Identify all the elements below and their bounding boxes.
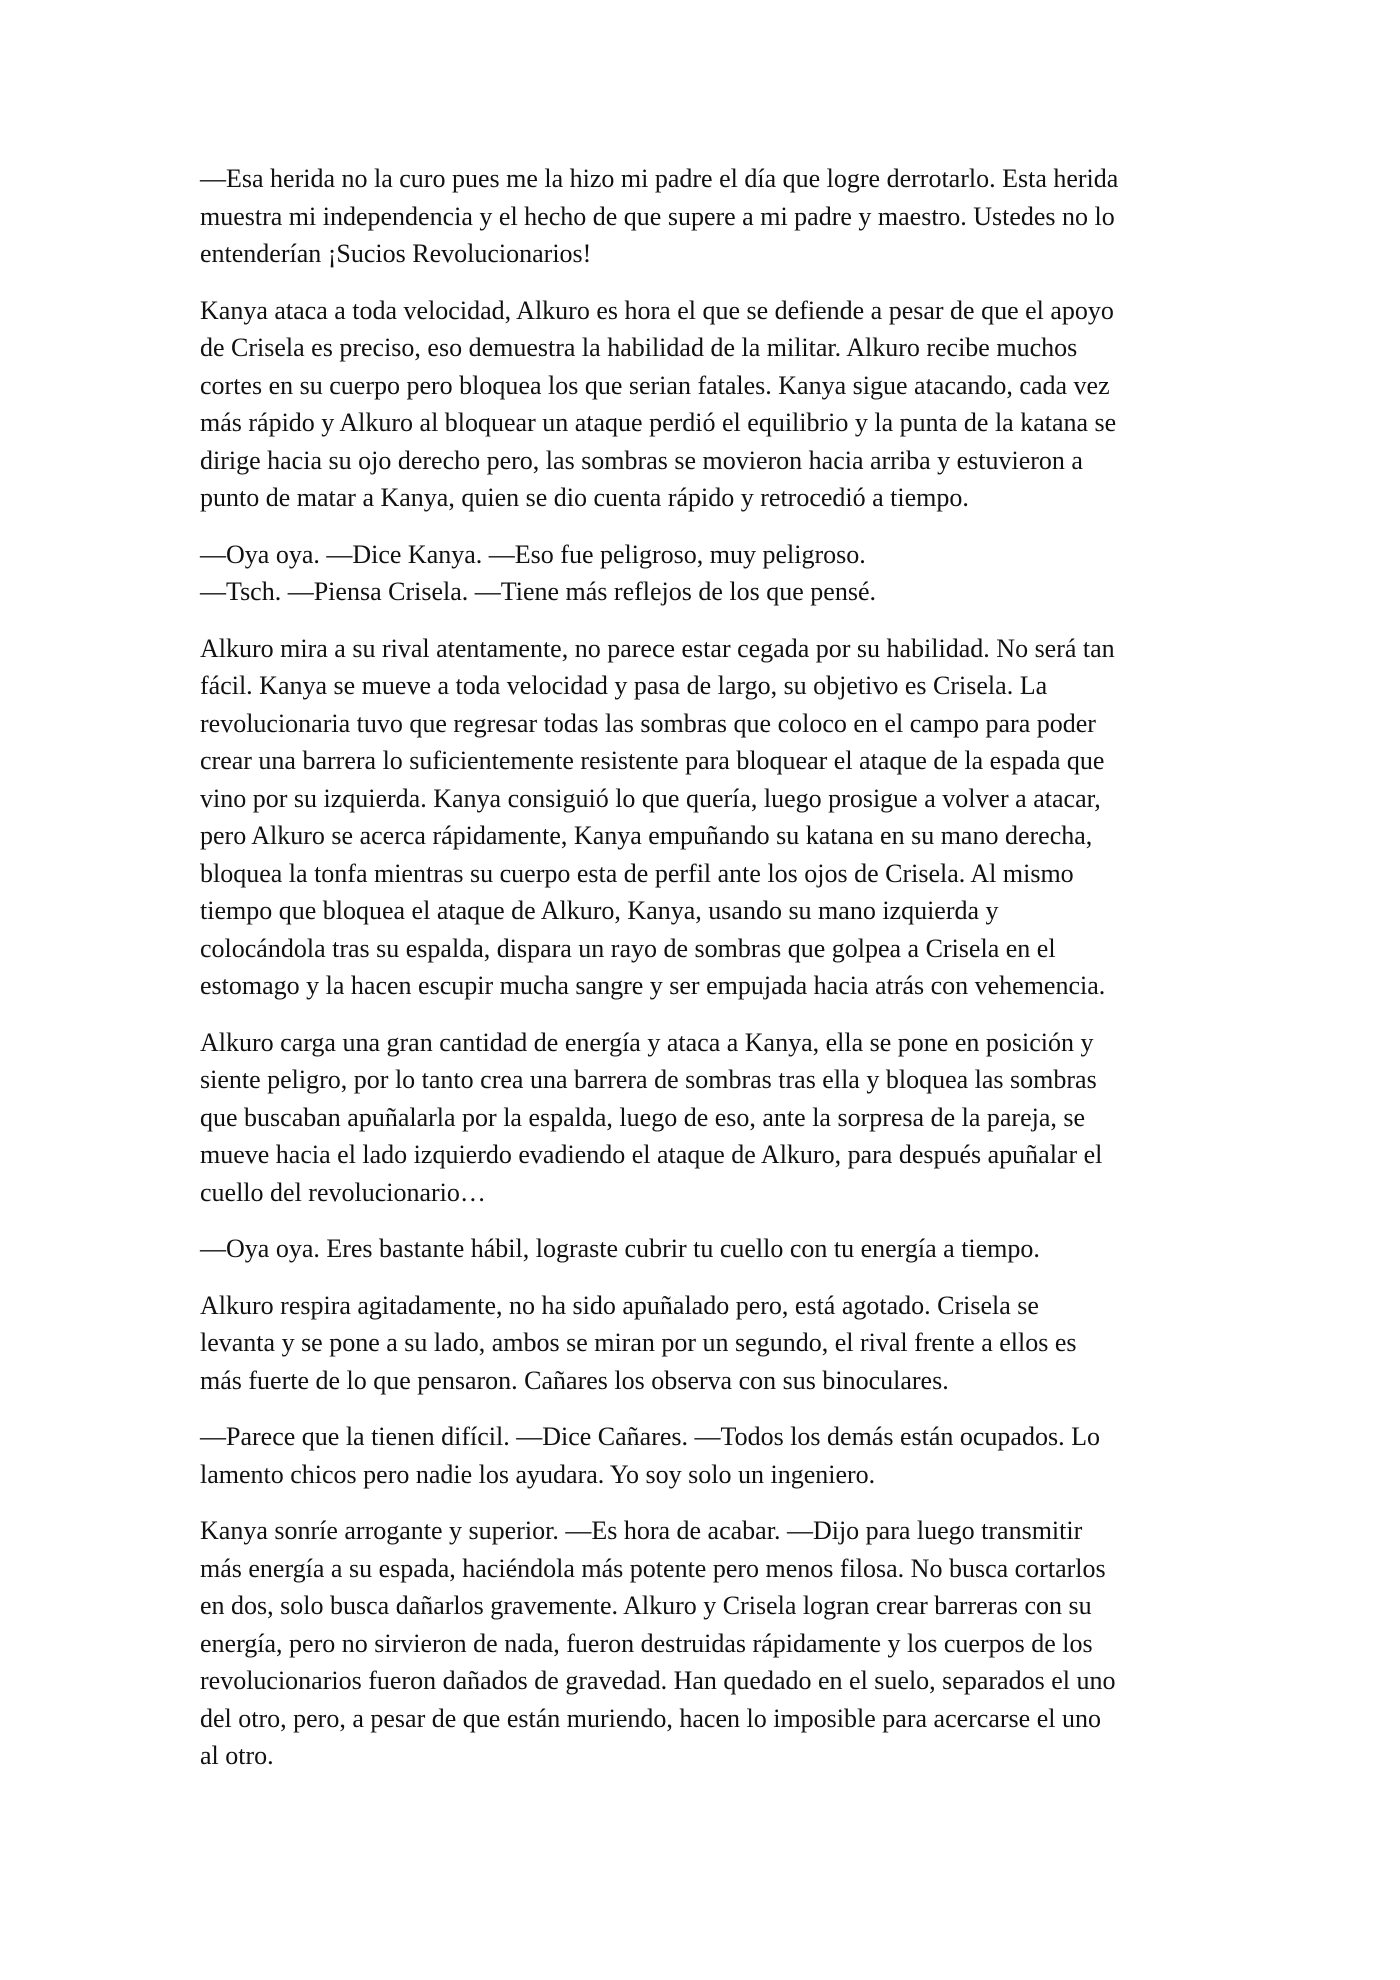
paragraph bbox=[200, 1024, 1210, 1212]
text-line: cortes en su cuerpo pero bloquea los que serian fatales. Kanya sigue atacando, cada vez bbox=[200, 370, 1110, 400]
text-line: vino por su izquierda. Kanya consiguió lo que quería, luego prosigue a volver a atacar, bbox=[200, 783, 1101, 813]
text-line: bloquea la tonfa mientras su cuerpo esta de perfil ante los ojos de Crisela. Al mismo bbox=[200, 858, 1074, 888]
text-line: —Tsch. —Piensa Crisela. —Tiene más reflejos de los que pensé. bbox=[200, 577, 876, 606]
text-line: levanta y se pone a su lado, ambos se miran por un segundo, el rival frente a ellos es bbox=[200, 1328, 1077, 1357]
text-line: fácil. Kanya se mueve a toda velocidad y pasa de largo, su objetivo es Crisela. La bbox=[200, 671, 1048, 700]
paragraph bbox=[200, 292, 1210, 517]
text-line: al otro. bbox=[200, 1741, 274, 1770]
text-line: más energía a su espada, haciéndola más potente pero menos filosa. No busca cortarlos bbox=[200, 1553, 1106, 1583]
text-line: Kanya ataca a toda velocidad, Alkuro es hora el que se defiende a pesar de que el apoyo bbox=[200, 295, 1114, 325]
paragraph bbox=[200, 1512, 1210, 1775]
paragraph bbox=[200, 1287, 1210, 1400]
paragraph bbox=[200, 1418, 1210, 1493]
text-line: crear una barrera lo suficientemente resistente para bloquear el ataque de la espada que bbox=[200, 746, 1105, 775]
text-line: entenderían ¡Sucios Revolucionarios! bbox=[200, 239, 592, 268]
text-line: más rápido y Alkuro al bloquear un ataque perdió el equilibrio y la punta de la katana se bbox=[200, 408, 1117, 437]
text-line: dirige hacia su ojo derecho pero, las sombras se movieron hacia arriba y estuvieron a bbox=[200, 445, 1083, 475]
text-line: estomago y la hacen escupir mucha sangre y ser empujada hacia atrás con vehemencia. bbox=[200, 971, 1106, 1000]
text-line: siente peligro, por lo tanto crea una barrera de sombras tras ella y bloquea las sombras bbox=[200, 1065, 1097, 1094]
text-line: —Esa herida no la curo pues me la hizo mi padre el día que logre derrotarlo. Esta herida bbox=[200, 164, 1119, 193]
text-line: Alkuro mira a su rival atentamente, no parece estar cegada por su habilidad. No será tan bbox=[200, 633, 1115, 663]
text-line: en dos, solo busca dañarlos gravemente. Alkuro y Crisela logran crear barreras con su bbox=[200, 1591, 1092, 1620]
text-line: del otro, pero, a pesar de que están muriendo, hacen lo imposible para acercarse el uno bbox=[200, 1703, 1101, 1733]
paragraph bbox=[200, 630, 1210, 1005]
text-line: más fuerte de lo que pensaron. Cañares los observa con sus binoculares. bbox=[200, 1365, 949, 1395]
text-line: —Parece que la tienen difícil. —Dice Cañares. —Todos los demás están ocupados. Lo bbox=[200, 1422, 1100, 1451]
paragraph bbox=[200, 536, 1210, 611]
text-line: Alkuro carga una gran cantidad de energía y ataca a Kanya, ella se pone en posición y bbox=[200, 1027, 1094, 1057]
text-line: que buscaban apuñalarla por la espalda, luego de eso, ante la sorpresa de la pareja, se bbox=[200, 1102, 1086, 1132]
text-line: cuello del revolucionario… bbox=[200, 1177, 486, 1207]
text-line: Alkuro respira agitadamente, no ha sido apuñalado pero, está agotado. Crisela se bbox=[200, 1290, 1039, 1320]
text-line: —Oya oya. —Dice Kanya. —Eso fue peligroso, muy peligroso. bbox=[200, 539, 866, 569]
text-line: colocándola tras su espalda, dispara un rayo de sombras que golpea a Crisela en el bbox=[200, 933, 1056, 963]
text-line: revolucionaria tuvo que regresar todas las sombras que coloco en el campo para poder bbox=[200, 708, 1096, 738]
text-line: —Oya oya. Eres bastante hábil, lograste cubrir tu cuello con tu energía a tiempo. bbox=[200, 1234, 1040, 1263]
text-line: energía, pero no sirvieron de nada, fueron destruidas rápidamente y los cuerpos de los bbox=[200, 1628, 1093, 1658]
text-line: lamento chicos pero nadie los ayudara. Yo soy solo un ingeniero. bbox=[200, 1459, 876, 1489]
text-line: muestra mi independencia y el hecho de que supere a mi padre y maestro. Ustedes no lo bbox=[200, 201, 1115, 231]
text-line: pero Alkuro se acerca rápidamente, Kanya empuñando su katana en su mano derecha, bbox=[200, 821, 1093, 850]
document-body bbox=[200, 160, 1210, 1794]
text-line: Kanya sonríe arrogante y superior. —Es hora de acabar. —Dijo para luego transmitir bbox=[200, 1516, 1083, 1545]
paragraph bbox=[200, 160, 1210, 273]
text-line: de Crisela es preciso, eso demuestra la habilidad de la militar. Alkuro recibe muchos bbox=[200, 333, 1078, 362]
paragraph bbox=[200, 1230, 1210, 1268]
text-line: tiempo que bloquea el ataque de Alkuro, Kanya, usando su mano izquierda y bbox=[200, 896, 999, 925]
text-line: mueve hacia el lado izquierdo evadiendo el ataque de Alkuro, para después apuñalar el bbox=[200, 1140, 1103, 1169]
text-line: punto de matar a Kanya, quien se dio cuenta rápido y retrocedió a tiempo. bbox=[200, 483, 969, 512]
text-line: revolucionarios fueron dañados de gravedad. Han quedado en el suelo, separados el uno bbox=[200, 1666, 1116, 1695]
